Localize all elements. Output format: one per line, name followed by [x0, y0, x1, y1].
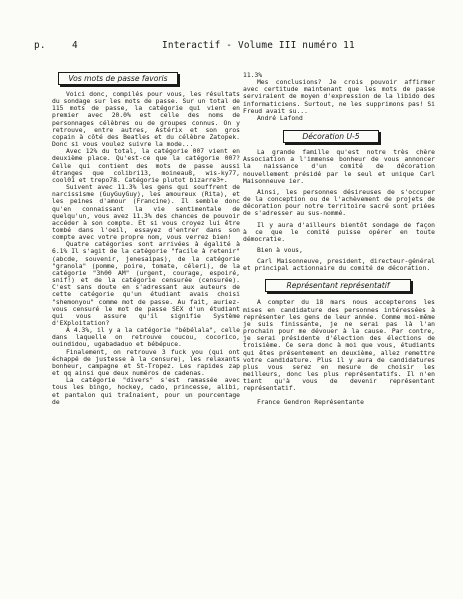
article-paragraph: Suivent avec 11.3% les gens qui souffrent de narcissisme (GuyGuyGuy), les amoureux (Rita), et les peines d'amour (Francine). Il semble donc qu'en connaissant la vie sentimentale de quelqu'un, vous avez 11.3% des chances de pouvoir accéder à son compte. Et si vous croyez lui être tombé dans l'oeil, essayez d'entrer dans son compte avec votre propre nom, vous verrez bien! [52, 184, 240, 242]
article-paragraph: La catégorie "divers" s'est ramassée avec tous les bingo, hockey, cado, princesse, alibi, et pantalon qui traînaient, pour un pourcentage de [52, 377, 240, 406]
article-paragraph: Quatre catégories sont arrivées à égalité à 6.1% Il s'agit de la catégorie "facile à retenir" (abcde, souvenir, jenesaipas), de la catégorie "granola" (pomme, poire, tomate, céleri), de la catégorie "3h00 AM" (urgent, courage, espoiré, snif!) et de la catégorie censurée (censurée). C'est sans doute en s'adressant aux auteurs de cette catégorie qu'un étudiant avais choisi "shemonyou" comme mot de passe. Au fait, auriez-vous censuré le mot de passe SEX d'un étudiant qui vous assure qu'il signifie Système d'EXploitation? [52, 241, 240, 327]
section-heading-representative: Représentant représentatif [265, 279, 411, 292]
article-paragraph: Voici donc, compilés pour vous, les résultats du sondage sur les mots de passe. Sur un total de 115 mots de passe, la catégorie qui vient en premier avec 20.0% est celle des noms de personnages célèbres ou de groupes connus. On y retrouve, entre autres, Astérix et son gros copain à côté des Beatles et du célèbre Zatopek. Donc si vous voulez suivre la mode... [52, 91, 240, 149]
page-header [34, 40, 434, 54]
left-column [52, 72, 240, 406]
author-signature: Carl Maisonneuve, president, directeur-général et principal actionnaire du comité de décoration. [243, 258, 435, 273]
page-number: 4 [72, 40, 78, 51]
author-signature: André Lafond [256, 114, 303, 122]
article-paragraph: Avec 12% du total, la catégorie 007 vient en deuxième place. Qu'est-ce que la catégorie 007? Celle qui contient des mots de passe aussi étranges que colibri13, moineau8, wis-ky77, cool01 et trepo78. Catégorie plutot bizarre3+. [52, 148, 240, 184]
closing-salutation: Bien à vous, [256, 246, 303, 254]
article-paragraph: A 4.3%, il y a la catégorie "bébélala", celle dans laquelle on retrouve coucou, cocorico, ouindidou, ugabadaduo et bébépuce. [52, 327, 240, 349]
right-column [243, 72, 435, 407]
article-paragraph: A compter du 18 mars nous accepterons les mises en candidature des personnes intéressées à représenter les gens de leur année. Comme moi-même je suis finissante, je ne serai pas là l'an prochain pour me dévouer à la cause. Par contre, je serai présidente d'élection des élections de troisième. Ce sera donc à moi que vous, étudiants qui êtes présentement en deuxième, allez remettre votre candidature. Plus il y aura de candidatures plus vous serez en mesure de choisir les meilleurs, donc les plus représentatifs. Il n'en tient qu'à vous de devenir représentant représentatif. [243, 299, 435, 393]
section-heading-decoration: Décoration U-5 [283, 130, 379, 143]
section-heading-passwords: Vos mots de passe favoris [58, 72, 178, 85]
article-paragraph: Il y aura d'ailleurs bientôt sondage de façon à ce que le comité puisse opérer en toute démocratie. [243, 221, 435, 243]
article-paragraph: Finalement, on retrouve 3 fuck you (qui ont échappé de justesse à la censure), les relaxants bonheur, campagne et St-Tropez. Les rapides zap et qq ainsi que deux numéros de cadenas. [52, 348, 240, 378]
author-signature: France Gendron Représentante [256, 399, 364, 407]
continuation-text: 11.3% [243, 72, 263, 79]
page-prefix: p. [34, 40, 46, 51]
article-paragraph: Ainsi, les personnes désireuses de s'occuper de la conception ou de l'achèvement de projets de décoration pour notre territoire sacré sont priées de s'adresser au sus-nommé. [243, 188, 435, 218]
newsletter-title: Interactif - Volume III numéro 11 [162, 40, 355, 51]
article-paragraph: La grande famille qu'est notre très chère Association a l'immense bonheur de vous annoncer la naissance d'un comité de décoration nouvellement présidé par le seul et unique Carl Maisonneuve ier. [243, 149, 435, 185]
article-paragraph: Mes conclusions? Je crois pouvoir affirmer avec certitude maintenant que les mots de passe serviraient de moyen d'expression de la libido des informaticiens. Surtout, ne les supprimons pas! Si Freud avait su... [243, 79, 435, 115]
